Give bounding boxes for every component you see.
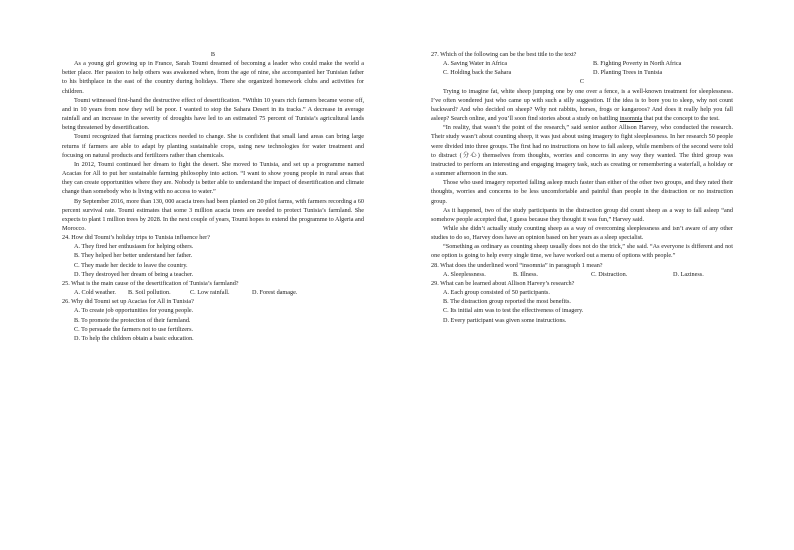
question-27-option: C. Holding back the Sahara xyxy=(443,69,512,77)
question-29-option: C. Its initial aim was to test the effectiveness of imagery. xyxy=(443,307,584,315)
passage-b-paragraph: In 2012, Toumi continued her dream to fight the desert. She moved to Tunisia, and set up a programme named Acacias for All to put her sustainable farming philosophy into action. “I want to show young people in rural areas that they can create opportunities where they are. Nobody is better able to understand the impact of desertification and climate change than somebody who is living with no access to water.” xyxy=(62,160,364,196)
question-28-stem: 28. What does the underlined word “insomnia” in paragraph 1 mean? xyxy=(431,261,603,269)
question-29-option: D. Every participant was given some instructions. xyxy=(443,316,567,324)
question-28-option: C. Distraction. xyxy=(591,270,628,278)
question-29-option: A. Each group consisted of 50 participants. xyxy=(443,289,550,297)
question-26-option: A. To create job opportunities for young people. xyxy=(74,307,194,315)
question-27-option: B. Fighting Poverty in North Africa xyxy=(593,60,682,68)
question-28-option: A. Sleeplessness. xyxy=(443,270,486,278)
passage-c-text: Trying to imagine fat, white sheep jumping one by one over a fence, is a well-known treatment for sleeplessness. I’ve often wondered just who came up with such a silly suggestion. If the idea is to bore you to sleep, why not count backward? And who decided on sheep? Why not rabbits, horses, frogs or kangaroos? And does it really help you fall asleep? Search online, and you’ll soon find stories about a study on battling xyxy=(431,87,733,123)
passage-c-paragraph: While she didn’t actually study counting sheep as a way of overcoming sleeplessness and isn’t aware of any other studies to do so, Harvey does have an opinion based on her years as a sleep specialist. xyxy=(431,224,733,242)
passage-c-paragraph: As it happened, two of the study participants in the distraction group did count sheep as a way to fall asleep “and somehow people accepted that, I guess because they thought it was fun,” Harvey said. xyxy=(431,206,733,223)
question-26-option: D. To help the children obtain a basic education. xyxy=(74,334,194,342)
question-26-option: C. To persuade the farmers not to use fertilizers. xyxy=(74,325,194,333)
question-27-stem: 27. Which of the following can be the best title to the text? xyxy=(431,51,577,58)
question-27-options xyxy=(431,59,733,77)
passage-b-paragraph: Toumi witnessed first-hand the destructive effect of desertification. “Within 10 years rich farmers became worse off, and in 10 years from now they will be poor. I wanted to stop the Sahara Desert in its tracks.” A decrease in average rainfall and an increase in the severity of droughts have led to an estimated 75 percent of Tunisia’s agricultural lands being threatened by desertification. xyxy=(62,96,364,132)
section-label-b: B xyxy=(210,51,216,58)
passage-b-paragraph: Toumi recognized that farming practices needed to change. She is confident that small land areas can bring large returns if farmers are able to adapt by planting sustainable crops, using new technologies for water treatment and focusing on natural products and fertilizers rather than chemicals. xyxy=(62,133,364,159)
question-29-option: B. The distraction group reported the most benefits. xyxy=(443,298,571,306)
passage-c-paragraph: “In reality, that wasn’t the point of the research,” said senior author Allison Harvey, who conducted the research. Their study wasn’t about counting sheep, it was just about using imagery to fight sleeplessness. In her research 50 people were divided into three groups. The first had no instructions on how to fall asleep, while members of the second were told to distract (分心) themselves from thoughts, worries and concerns in any way they wanted. The third group was instructed to perform an interesting and engaging imagery task, such as creating or remembering a waterfall, a holiday or a summer afternoon in the sun. xyxy=(431,124,733,178)
question-24-option: D. They destroyed her dream of being a teacher. xyxy=(74,270,194,278)
passage-c-paragraph: “Something as ordinary as counting sheep usually does not do the trick,” she said. “As everyone is different and not one option is going to help every single time, we have worked out a menu of options with people.” xyxy=(431,243,733,260)
right-column xyxy=(431,50,733,325)
left-column xyxy=(62,50,364,343)
question-24-option: B. They helped her better understand her father. xyxy=(74,252,193,260)
question-25-option: A. Cold weather. xyxy=(74,289,116,297)
passage-b-paragraph: As a young girl growing up in France, Sarah Toumi dreamed of becoming a leader who could make the world a better place. Her passion to help others was awakened when, from the age of nine, she accompanied her Tunisian father to his birthplace in the east of the country during holidays. There she organized homework clubs and activities for children. xyxy=(62,60,364,95)
question-25-options xyxy=(62,288,364,297)
underlined-word: insomnia xyxy=(619,115,643,123)
question-24-stem: 24. How did Toumi’s holiday trips to Tunisia influence her? xyxy=(62,234,210,242)
question-24-option: C. They made her decide to leave the country. xyxy=(74,261,188,269)
question-25-option: C. Low rainfall. xyxy=(190,289,230,297)
passage-c-text: that put the concept to the test. xyxy=(642,115,720,123)
question-27-option: D. Planting Trees in Tunisia xyxy=(593,69,663,77)
question-28-option: B. Illness. xyxy=(513,270,538,278)
question-25-option: B. Soil pollution. xyxy=(128,289,171,297)
section-label-c: C xyxy=(579,78,585,86)
passage-c-paragraph xyxy=(431,87,733,124)
question-28-options xyxy=(431,270,733,279)
question-28-option: D. Laziness. xyxy=(673,270,704,278)
question-27-option: A. Saving Water in Africa xyxy=(443,60,508,68)
question-29-stem: 29. What can be learned about Allison Harvey’s research? xyxy=(431,279,575,287)
question-25-stem: 25. What is the main cause of the desertification of Tunisia’s farmland? xyxy=(62,279,239,287)
question-26-stem: 26. Why did Toumi set up Acacias for All in Tunisia? xyxy=(62,298,194,306)
passage-b-paragraph: By September 2016, more than 130, 000 acacia trees had been planted on 20 pilot farms, with farmers recording a 60 percent survival rate. Toumi estimates that some 3 million acacia trees are needed to protect Tunisia’s farmland. She expects to plant 1 million trees by 2028. In the next couple of years, Toumi hopes to extend the programme to Algeria and Morocco. xyxy=(62,197,364,232)
question-26-option: B. To promote the protection of their farmland. xyxy=(74,316,191,324)
question-25-option: D. Forest damage. xyxy=(252,289,298,297)
passage-c-paragraph: Those who used imagery reported falling asleep much faster than either of the other two groups, and they rated their thoughts, worries and concerns to be less uncomfortable and painful than people in the distraction or no instruction group. xyxy=(431,179,733,205)
question-24-option: A. They fired her enthusiasm for helping others. xyxy=(74,243,194,251)
